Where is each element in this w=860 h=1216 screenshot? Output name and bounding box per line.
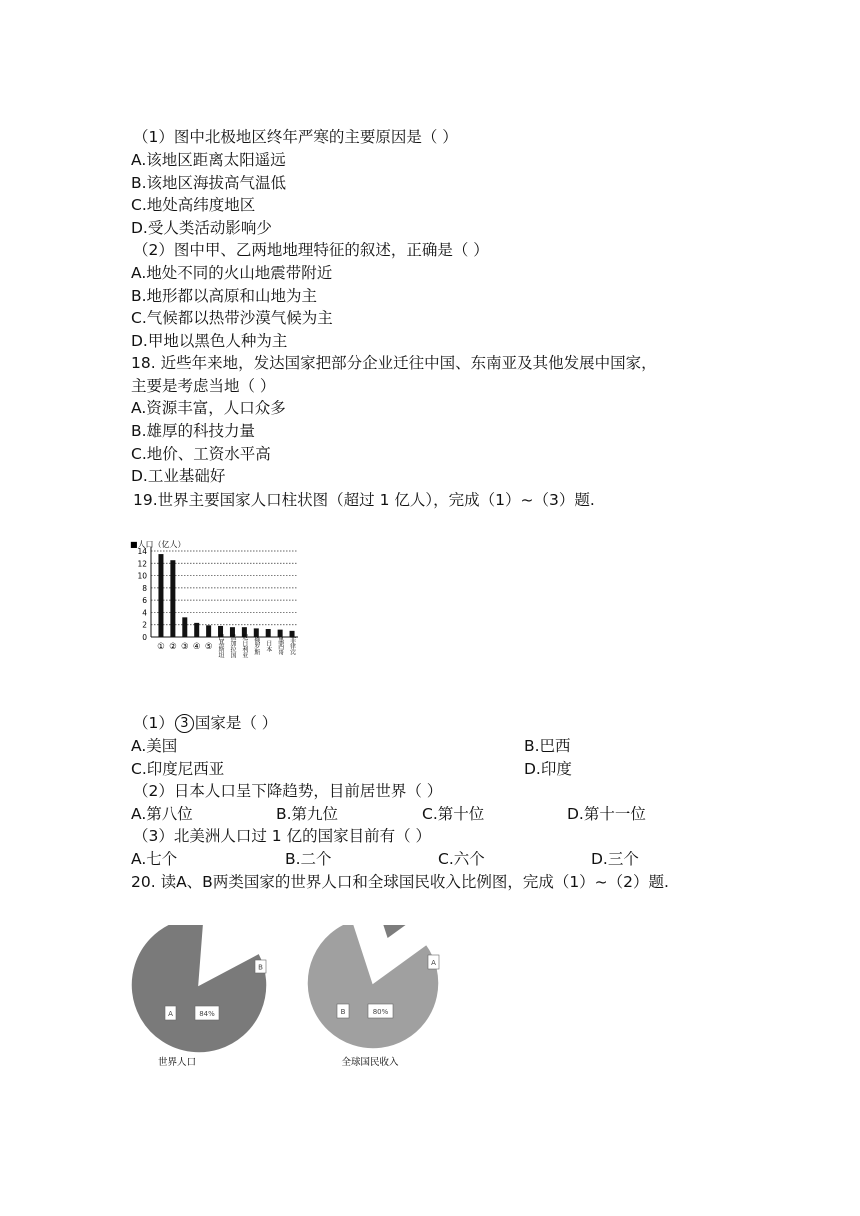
pie2-value-label: 80% [372, 1008, 389, 1016]
q19-sub2-stem: （2）日本人口呈下降趋势，目前居世界（ ） [133, 782, 443, 800]
x-tick-label: 巴基斯坦 [217, 634, 225, 658]
q19-sub1-option-b: B.巴西 [524, 737, 571, 755]
q19-sub3-option-a: A.七个 [131, 850, 178, 868]
q17-sub1-option-d: D.受人类活动影响少 [131, 219, 272, 237]
q19-sub3-option-d: D.三个 [591, 850, 639, 868]
q19-stem: 19.世界主要国家人口柱状图（超过 1 亿人），完成（1）~（3）题. [133, 491, 595, 509]
y-tick-label: 14 [137, 547, 147, 556]
chart-y-axis-label: ■人口（亿人） [130, 540, 186, 549]
population-bar-chart [128, 538, 304, 678]
q19-sub2-option-d: D.第十一位 [567, 805, 646, 823]
x-tick-label: 尼日利亚 [240, 634, 248, 658]
pie1-label-a: A [168, 1010, 173, 1018]
q17-sub2-stem: （2）图中甲、乙两地地理特征的叙述，正确是（ ） [133, 241, 489, 259]
pie2-title: 全球国民收入 [341, 1057, 399, 1068]
q19-sub2-option-a: A.第八位 [131, 805, 193, 823]
q19-sub3-stem: （3）北美洲人口过 1 亿的国家目前有（ ） [133, 827, 432, 845]
q19-sub1-stem [133, 712, 277, 734]
bar [278, 630, 283, 637]
q19-sub1-option-c: C.印度尼西亚 [131, 760, 225, 778]
y-tick-label: 4 [142, 608, 147, 618]
bar [170, 560, 175, 637]
q17-sub2-option-c: C.气候都以热带沙漠气候为主 [131, 309, 333, 327]
x-tick-label: 孟加拉国 [228, 634, 236, 658]
q19-sub1-suffix: 国家是（ ） [194, 714, 278, 732]
x-tick-label: ④ [192, 642, 201, 652]
y-tick-label: 12 [137, 559, 147, 569]
bar [182, 617, 187, 637]
q17-sub1-option-a: A.该地区距离太阳遥远 [131, 151, 286, 169]
y-tick-label: 6 [142, 596, 147, 606]
bar [194, 623, 199, 637]
q17-sub2-option-b: B.地形都以高原和山地为主 [131, 287, 318, 305]
y-tick-label: 2 [142, 620, 147, 630]
q18-stem-line2: 主要是考虑当地（ ） [131, 377, 276, 395]
bar [266, 629, 271, 637]
bar [254, 628, 259, 637]
q18-option-c: C.地价、工资水平高 [131, 445, 271, 463]
q19-sub3-option-b: B.二个 [285, 850, 332, 868]
q20-stem: 20. 读A、B两类国家的世界人口和全球国民收入比例图，完成（1）~（2）题. [131, 873, 669, 891]
circled-number-3: 3 [175, 714, 194, 733]
pie2-label-a: A [431, 959, 436, 967]
q19-sub2-option-c: C.第十位 [422, 805, 485, 823]
x-tick-label: 俄罗斯 [252, 637, 260, 655]
q18-option-a: A.资源丰富，人口众多 [131, 399, 286, 417]
q17-sub1-stem: （1）图中北极地区终年严寒的主要原因是（ ） [133, 128, 458, 146]
x-tick-label: ② [169, 642, 177, 652]
x-tick-label: ⑤ [204, 642, 213, 652]
q19-sub1-prefix: （1） [133, 714, 174, 732]
q19-sub3-option-c: C.六个 [438, 850, 485, 868]
pie2-slice-a [367, 925, 441, 939]
bar [206, 625, 211, 637]
q17-sub1-option-c: C.地处高纬度地区 [131, 196, 256, 214]
y-tick-label: 8 [142, 583, 147, 593]
y-tick-label: 10 [137, 571, 147, 581]
q19-sub1-option-a: A.美国 [131, 737, 178, 755]
q19-sub2-option-b: B.第九位 [276, 805, 339, 823]
pie2-label-b: B [340, 1008, 346, 1016]
q18-stem-line1: 18. 近些年来地，发达国家把部分企业迁往中国、东南亚及其他发展中国家， [131, 354, 657, 372]
q18-option-d: D.工业基础好 [131, 467, 226, 485]
y-tick-label: 0 [142, 633, 147, 642]
pie1-label-b: B [258, 963, 263, 972]
bar [158, 554, 163, 637]
pie1-value-label: 84% [199, 1010, 215, 1018]
q17-sub1-option-b: B.该地区海拔高气温低 [131, 174, 287, 192]
q19-sub1-option-d: D.印度 [524, 760, 572, 778]
pie1-title: 世界人口 [157, 1057, 197, 1068]
q17-sub2-option-d: D.甲地以黑色人种为主 [131, 332, 288, 350]
x-tick-label: 菲律宾 [288, 637, 296, 655]
q17-sub2-option-a: A.地处不同的火山地震带附近 [131, 264, 333, 282]
pie2-slice-b [307, 925, 439, 1049]
pie1-slice-a [131, 925, 267, 1053]
x-tick-label: 日本 [264, 640, 272, 652]
x-tick-label: ③ [180, 642, 189, 652]
x-tick-label: ① [157, 642, 165, 652]
pie-charts [120, 925, 480, 1080]
x-tick-label: 墨西哥 [276, 637, 284, 655]
q18-option-b: B.雄厚的科技力量 [131, 422, 256, 440]
